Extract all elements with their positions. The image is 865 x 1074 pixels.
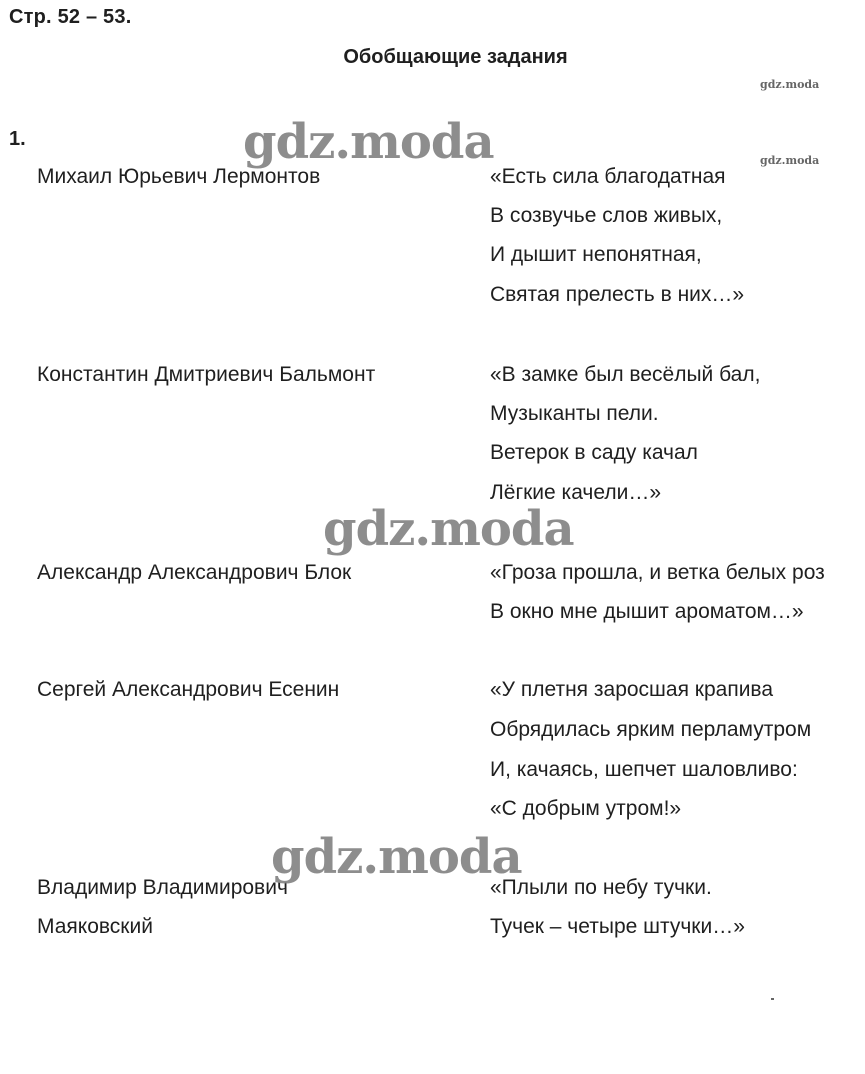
watermark-large: gdz.moda xyxy=(271,829,522,885)
poem-line: «Плыли по небу тучки. xyxy=(490,876,712,899)
poem-line: «Гроза прошла, и ветка белых роз xyxy=(490,561,825,584)
poem-line: «В замке был весёлый бал, xyxy=(490,363,761,386)
page-title: Обобщающие задания xyxy=(343,46,568,68)
poem-line: И, качаясь, шепчет шаловливо: xyxy=(490,758,798,781)
author-name: Сергей Александрович Есенин xyxy=(37,678,340,701)
poem-line: «С добрым утром!» xyxy=(490,797,682,820)
poem-line: «Есть сила благодатная xyxy=(490,165,726,188)
poem-line: «У плетня заросшая крапива xyxy=(490,678,774,701)
poem-line: В окно мне дышит ароматом…» xyxy=(490,600,804,623)
author-name: Михаил Юрьевич Лермонтов xyxy=(37,165,321,188)
author-name: Константин Дмитриевич Бальмонт xyxy=(37,363,376,386)
poem-line: Обрядилась ярким перламутром xyxy=(490,718,812,741)
poem-line: Тучек – четыре штучки…» xyxy=(490,915,745,938)
watermark-small: gdz.moda xyxy=(760,78,820,91)
author-name: Маяковский xyxy=(37,915,153,938)
watermark-large: gdz.moda xyxy=(243,114,494,170)
poem-line: Лёгкие качели…» xyxy=(490,481,662,504)
author-name: Александр Александрович Блок xyxy=(37,561,352,584)
author-name: Владимир Владимирович xyxy=(37,876,288,899)
watermark-large: gdz.moda xyxy=(323,501,574,557)
poem-line: В созвучье слов живых, xyxy=(490,204,723,227)
poem-line: Музыканты пели. xyxy=(490,402,659,425)
watermark-small: gdz.moda xyxy=(760,154,820,167)
task-number: 1. xyxy=(9,128,26,150)
poem-line: И дышит непонятная, xyxy=(490,243,702,266)
page-heading: Стр. 52 – 53. xyxy=(9,6,132,28)
scan-speck xyxy=(771,998,774,1000)
poem-line: Ветерок в саду качал xyxy=(490,441,698,464)
poem-line: Святая прелесть в них…» xyxy=(490,283,745,306)
